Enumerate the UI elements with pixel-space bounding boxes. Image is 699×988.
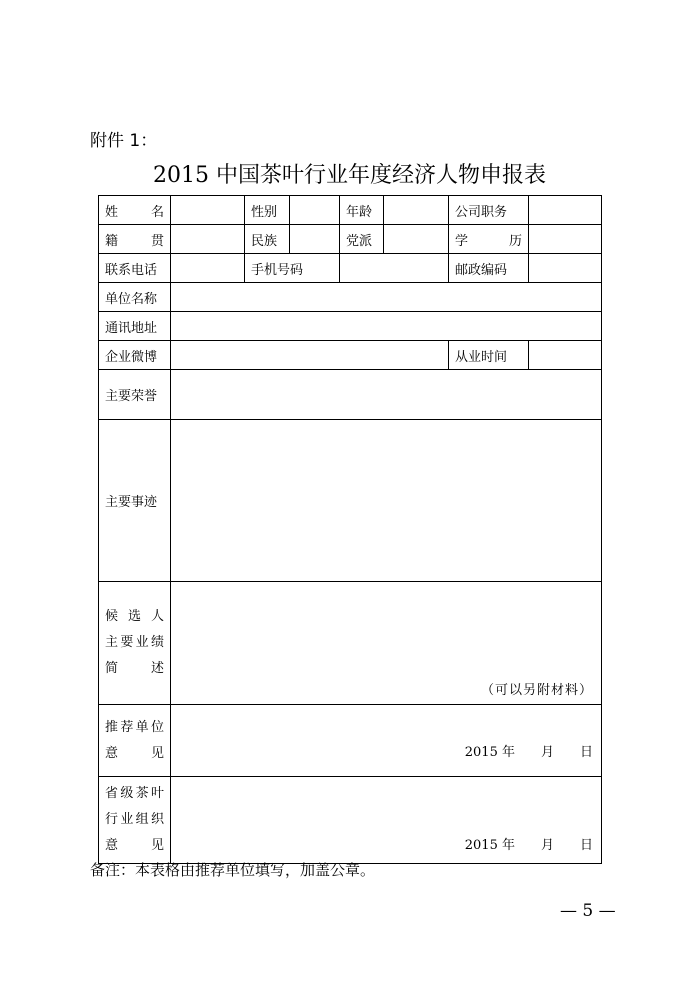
label-position: 公司职务 xyxy=(449,196,529,225)
label-native-place: 籍 贯 xyxy=(99,225,171,254)
label-name: 姓 名 xyxy=(99,196,171,225)
label-postcode: 邮政编码 xyxy=(449,254,529,283)
label-ethnic: 民族 xyxy=(245,225,290,254)
label-provincial-opinion xyxy=(99,777,171,864)
label-age: 年龄 xyxy=(340,196,384,225)
field-position[interactable] xyxy=(529,196,602,225)
row-honors xyxy=(99,370,602,420)
row-address xyxy=(99,312,602,341)
field-name[interactable] xyxy=(171,196,245,225)
field-unit-name[interactable] xyxy=(171,283,602,312)
row-recommender-opinion xyxy=(99,705,602,777)
label-line: 省级茶叶 xyxy=(105,786,164,801)
label-address: 通讯地址 xyxy=(99,312,171,341)
field-age[interactable] xyxy=(384,196,449,225)
label-education: 学 历 xyxy=(449,225,529,254)
row-weibo xyxy=(99,341,602,370)
recommender-date xyxy=(465,741,593,760)
label-unit-name: 单位名称 xyxy=(99,283,171,312)
label-line: 意 见 xyxy=(105,838,164,853)
page-number: — 5 — xyxy=(560,901,616,921)
date-rest: 年 月 日 xyxy=(497,838,593,853)
label-phone: 联系电话 xyxy=(99,254,171,283)
title-year: 2015 xyxy=(153,163,209,188)
provincial-date xyxy=(465,834,593,853)
label-honors: 主要荣誉 xyxy=(99,370,171,420)
label-achievements xyxy=(99,582,171,705)
label-line: 候选人 xyxy=(105,609,164,624)
date-rest: 年 月 日 xyxy=(497,745,593,760)
field-weibo[interactable] xyxy=(171,341,449,370)
label-gender: 性别 xyxy=(245,196,290,225)
label-party: 党派 xyxy=(340,225,384,254)
field-postcode[interactable] xyxy=(529,254,602,283)
field-phone[interactable] xyxy=(171,254,245,283)
label-weibo: 企业微博 xyxy=(99,341,171,370)
label-line: 意 见 xyxy=(105,745,164,761)
application-form-table xyxy=(98,195,602,864)
field-gender[interactable] xyxy=(290,196,340,225)
field-main-deeds[interactable] xyxy=(171,420,602,582)
label-years-in-industry: 从业时间 xyxy=(449,341,529,370)
title-text: 中国茶叶行业年度经济人物申报表 xyxy=(209,163,546,188)
row-origin-info xyxy=(99,225,602,254)
row-deeds xyxy=(99,420,602,582)
attach-materials-note: （可以另附材料） xyxy=(480,683,593,698)
label-recommender-opinion xyxy=(99,705,171,777)
date-year: 2015 xyxy=(464,838,498,853)
row-achievements xyxy=(99,582,602,705)
label-mobile: 手机号码 xyxy=(245,254,340,283)
form-title xyxy=(98,158,601,189)
field-achievements[interactable] xyxy=(171,582,602,705)
field-native-place[interactable] xyxy=(171,225,245,254)
label-line: 主要业绩 xyxy=(105,635,164,650)
footnote: 备注：本表格由推荐单位填写，加盖公章。 xyxy=(90,861,376,879)
row-basic-info xyxy=(99,196,602,225)
field-honors[interactable] xyxy=(171,370,602,420)
date-year: 2015 xyxy=(464,745,498,760)
field-recommender-opinion[interactable] xyxy=(171,705,602,777)
label-line: 推荐单位 xyxy=(105,719,164,735)
row-contact-info xyxy=(99,254,602,283)
field-address[interactable] xyxy=(171,312,602,341)
field-ethnic[interactable] xyxy=(290,225,340,254)
field-mobile[interactable] xyxy=(340,254,449,283)
label-line: 行业组织 xyxy=(105,812,164,827)
field-years-in-industry[interactable] xyxy=(529,341,602,370)
field-party[interactable] xyxy=(384,225,449,254)
label-main-deeds: 主要事迹 xyxy=(99,420,171,582)
row-provincial-opinion xyxy=(99,777,602,864)
row-unit xyxy=(99,283,602,312)
label-line: 简 述 xyxy=(105,661,164,676)
field-education[interactable] xyxy=(529,225,602,254)
attachment-label: 附件 1： xyxy=(90,131,158,151)
field-provincial-opinion[interactable] xyxy=(171,777,602,864)
